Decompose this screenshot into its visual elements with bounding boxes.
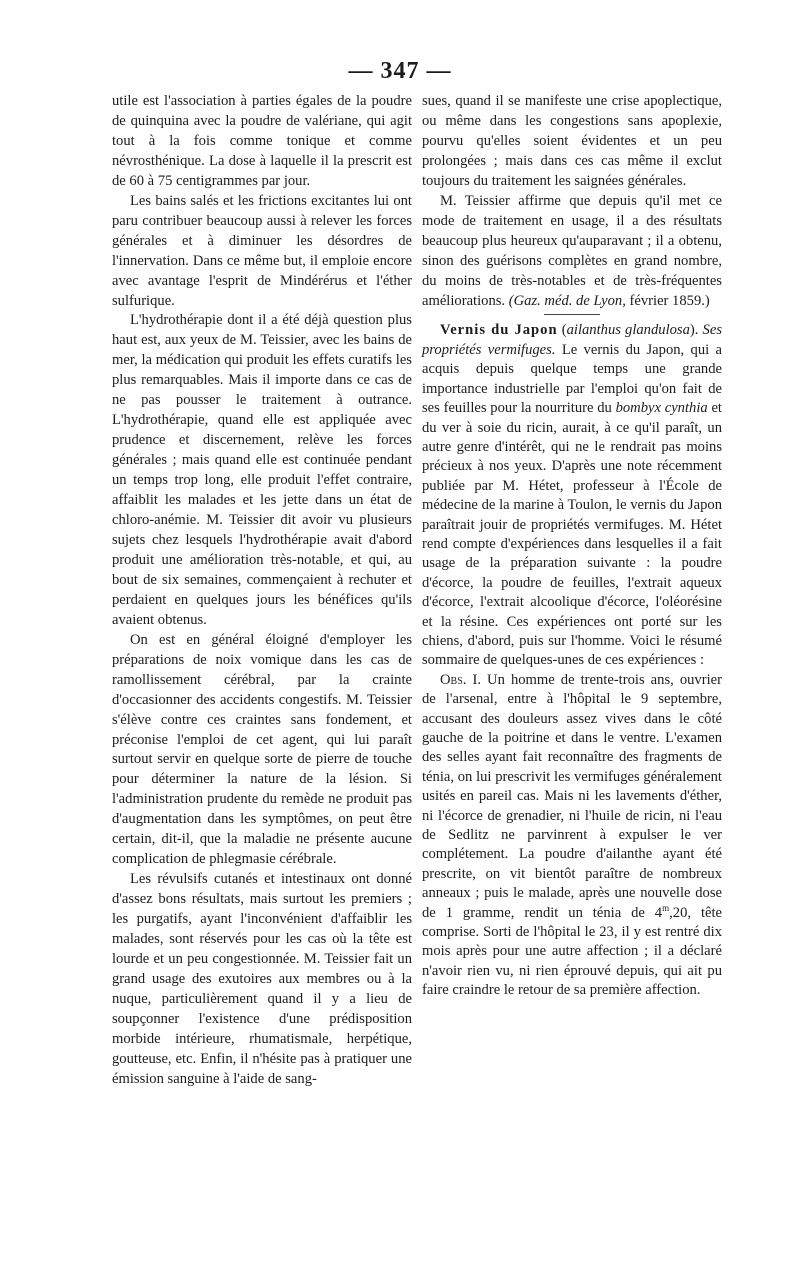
section-divider	[544, 314, 600, 315]
article-species-name: bombyx cynthia	[615, 400, 708, 417]
article-paren: ).	[689, 322, 699, 339]
citation-date: février 1859.)	[629, 292, 710, 309]
paragraph	[422, 192, 722, 312]
article-text: Le vernis du Japon, qui a acquis depuis quelque temps une grande importance industrielle par l'emploi qu'on fait de ses feuilles pour la nourriture du	[422, 341, 723, 417]
observation-text: Un homme de trente-trois ans, ouvrier de l'arsenal, entre à l'hôpital le 9 septembre, accusant des douleurs assez vives dans le côté gauche de la poitrine et dans le ventre. L'examen des selles ayant fait reconnaître des fragments de ténia, on lui prescrivit les vermifuges généralement usités en pareil cas. Mais ni les lavements d'éther, ni l'écorce de grenadier, ni l'huile de ricin, ni l'eau de Sedlitz ne parvinrent à expulser le ver complétement. La poudre d'ailanthe ayant été prescrite, on vit bientôt paraître de nombreux anneaux ; puis le malade, après une nouvelle dose de 1 gramme, rendit un ténia de 4	[422, 671, 722, 921]
paragraph: On est en général éloigné d'employer les préparations de noix vomique dans les cas de ramollissement cérébral, par la crainte d'occasionner des accidents congestifs. M. Teissier s'élève contre ces craintes sans fondement, et préconise l'emploi de cet agent, qui lui paraît surtout servir en quelque sorte de pierre de touche pour déterminer la nature de la lésion. Si l'administration prudente du remède ne produit pas d'augmentation dans les symptômes, on peut être certain, dit-il, que la maladie ne présente aucune complication de phlegmasie cérébrale.	[112, 631, 412, 868]
article-latin-name: ailanthus glandulosa	[566, 322, 690, 339]
article-subtitle: Ses propriétés vermifuges.	[422, 322, 723, 358]
article-paren: (	[561, 322, 567, 339]
right-column	[422, 92, 722, 1001]
paragraph: utile est l'association à parties égales de la poudre de quinquina avec la poudre de valériane, qui agit tout à la fois comme tonique et comme névrosthénique. La dose à laquelle il la prescrit est de 60 à 75 centigrammes par jour.	[112, 93, 412, 189]
paragraph: sues, quand il se manifeste une crise apoplectique, ou même dans les congestions sans apoplexie, pourvu qu'elles soient évidentes et un peu prolongées ; mais dans ces cas même il exclut toujours du traitement les saignées générales.	[422, 93, 722, 189]
paragraph: L'hydrothérapie dont il a été déjà question plus haut est, aux yeux de M. Teissier, avec les bains de mer, la médication qui produit les effets curatifs les plus remarquables. Mais il importe dans ce cas de ne pas pousser le traitement à outrance. L'hydrothérapie, quand elle est appliquée avec prudence et discernement, relève les forces générales ; mais quand elle est continuée pendant un temps trop long, elle produit l'effet contraire, affaiblit les malades et les jette dans un état de chloro-anémie. M. Teissier dit avoir vu plusieurs sujets chez lesquels l'hydrothérapie avait d'abord produit une amélioration très-notable, et qui, au bout de six semaines, commençaient à rechuter et perdaient en quelques jours les bénéfices qu'ils avaient obtenus.	[112, 312, 412, 628]
article-title: Vernis du Japon	[440, 322, 558, 339]
paragraph-text: M. Teissier affirme que depuis qu'il met ce mode de traitement en usage, il a des résultats beaucoup plus heureux qu'auparavant ; il a obtenu, sinon des guérisons complètes en grand nombre, du moins de très-notables et de très-fréquentes améliorations.	[422, 192, 722, 309]
observation-text: ,20, tête comprise. Sorti de l'hôpital le 23, il y est rentré dix mois après pour une autre affection ; il a déclaré n'avoir rien vu, ni rien éprouvé depuis, qui ait pu faire craindre le retour de sa première affection.	[422, 904, 723, 999]
paragraph: Les révulsifs cutanés et intestinaux ont donné d'assez bons résultats, mais surtout les premiers ; les purgatifs, ayant l'inconvénient d'affaiblir les malades, sont réservés pour les cas où la tête est lourde et un peu congestionnée. M. Teissier fait un grand usage des exutoires aux membres ou à la nuque, particulièrement quand il y a lieu de soupçonner l'existence d'une prédisposition morbide intérieure, rhumatismale, herpétique, goutteuse, etc. Enfin, il n'hésite pas à pratiquer une émission sanguine à l'aide de sang-	[112, 871, 412, 1087]
article-text: et du ver à soie du ricin, aurait, à ce qu'il paraît, un autre genre d'intérêt, qui ne le rendrait pas moins précieux à nos yeux. D'après une note récemment publiée par M. Hétet, professeur à l'École de médecine de la marine à Toulon, le vernis du Japon paraîtrait jouir de propriétés vermifuges. M. Hétet rend compte d'expériences dans lesquelles il a fait usage de la préparation suivante : la poudre d'écorce, la poudre de feuilles, l'extrait aqueux d'écorce, l'extrait alcoolique d'écorce, l'oléorésine et la résine. Ces expériences ont porté sur les chiens, d'abord, puis sur l'homme. Voici le résumé sommaire de quelques-unes de ces expériences :	[422, 400, 722, 669]
observation-label: Obs. I.	[440, 671, 481, 688]
observation-paragraph	[422, 671, 722, 1001]
paragraph: Les bains salés et les frictions excitantes lui ont paru contribuer beaucoup aussi à relever les forces générales et à diminuer les désordres de l'innervation. Dans ce même but, il emploie encore avec avantage l'esprit de Mindérérus et l'éther sulfurique.	[112, 192, 412, 309]
page-number: — 347 —	[348, 58, 452, 84]
unit-superscript: m	[662, 902, 670, 913]
article-paragraph	[422, 321, 722, 670]
left-column	[112, 92, 412, 1090]
citation-journal: (Gaz. méd. de Lyon,	[508, 292, 626, 309]
